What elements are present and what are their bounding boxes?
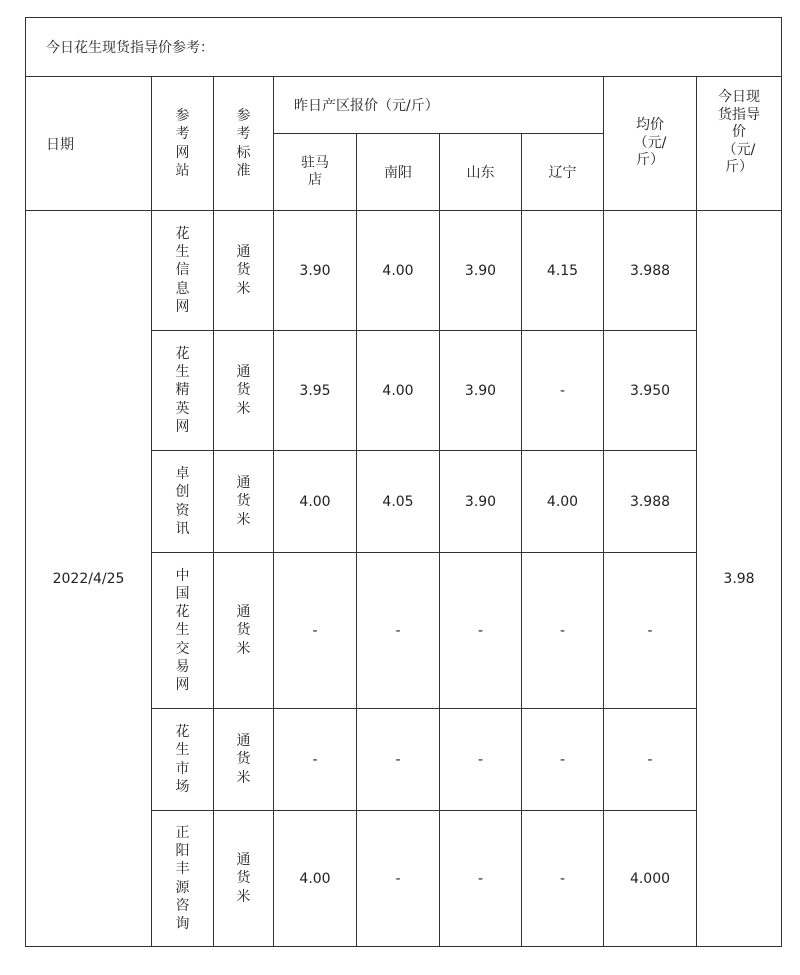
- price-zhumadian: -: [274, 709, 357, 811]
- price-zhumadian: 3.90: [274, 211, 357, 331]
- header-region-group: 昨日产区报价（元/斤）: [274, 77, 604, 134]
- price-zhumadian: 4.00: [274, 451, 357, 553]
- price-avg: 3.988: [604, 211, 697, 331]
- standard-cell: 通货米: [214, 811, 274, 947]
- price-zhumadian: 4.00: [274, 811, 357, 947]
- header-date: 日期: [26, 77, 152, 211]
- header-avg: 均价（元/斤）: [604, 77, 697, 211]
- price-avg: -: [604, 709, 697, 811]
- header-region-liaoning: 辽宁: [522, 134, 604, 211]
- standard-cell: 通货米: [214, 451, 274, 553]
- price-shandong: -: [440, 811, 522, 947]
- guide-price-cell: 3.98: [697, 211, 782, 947]
- standard-cell: 通货米: [214, 709, 274, 811]
- site-cell: 卓创资讯: [152, 451, 214, 553]
- site-cell: 花生精英网: [152, 331, 214, 451]
- header-site: 参考网站: [152, 77, 214, 211]
- header-row-1: [26, 77, 782, 134]
- price-shandong: -: [440, 709, 522, 811]
- table-title: 今日花生现货指导价参考：: [26, 18, 782, 77]
- price-nanyang: 4.05: [357, 451, 440, 553]
- site-cell: 正阳丰源咨询: [152, 811, 214, 947]
- price-liaoning: 4.00: [522, 451, 604, 553]
- header-standard: 参考标准: [214, 77, 274, 211]
- price-shandong: 3.90: [440, 451, 522, 553]
- header-region-shandong: 山东: [440, 134, 522, 211]
- header-guide: 今日现货指导价（元/斤）: [697, 77, 782, 211]
- site-cell: 中国花生交易网: [152, 553, 214, 709]
- price-avg: -: [604, 553, 697, 709]
- price-nanyang: -: [357, 553, 440, 709]
- price-shandong: -: [440, 553, 522, 709]
- price-nanyang: 4.00: [357, 331, 440, 451]
- price-nanyang: -: [357, 709, 440, 811]
- header-region-nanyang: 南阳: [357, 134, 440, 211]
- price-avg: 3.988: [604, 451, 697, 553]
- price-zhumadian: -: [274, 553, 357, 709]
- site-cell: 花生信息网: [152, 211, 214, 331]
- title-row: [26, 18, 782, 77]
- standard-cell: 通货米: [214, 211, 274, 331]
- price-zhumadian: 3.95: [274, 331, 357, 451]
- price-liaoning: -: [522, 553, 604, 709]
- price-nanyang: 4.00: [357, 211, 440, 331]
- price-shandong: 3.90: [440, 211, 522, 331]
- price-liaoning: 4.15: [522, 211, 604, 331]
- price-avg: 4.000: [604, 811, 697, 947]
- standard-cell: 通货米: [214, 331, 274, 451]
- price-nanyang: -: [357, 811, 440, 947]
- header-region-zhumadian: 驻马店: [274, 134, 357, 211]
- site-cell: 花生市场: [152, 709, 214, 811]
- date-cell: 2022/4/25: [26, 211, 152, 947]
- peanut-price-table: [25, 17, 782, 947]
- standard-cell: 通货米: [214, 553, 274, 709]
- price-shandong: 3.90: [440, 331, 522, 451]
- price-liaoning: -: [522, 811, 604, 947]
- price-liaoning: -: [522, 331, 604, 451]
- price-liaoning: -: [522, 709, 604, 811]
- price-avg: 3.950: [604, 331, 697, 451]
- table-row: [26, 211, 782, 331]
